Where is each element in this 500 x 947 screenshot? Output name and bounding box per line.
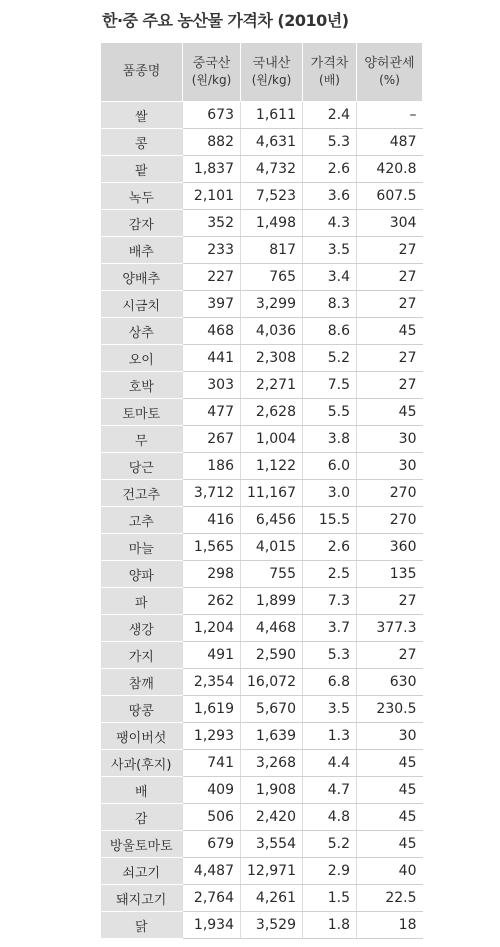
header-china-label: 중국산 <box>192 55 231 71</box>
price-gap-cell: 7.5 <box>303 372 357 399</box>
china-price-cell: 741 <box>183 750 241 777</box>
item-name-cell: 파 <box>101 588 183 615</box>
header-item: 품종명 <box>101 43 183 102</box>
china-price-cell: 298 <box>183 561 241 588</box>
price-gap-cell: 5.5 <box>303 399 357 426</box>
tariff-cell: 304 <box>357 210 423 237</box>
domestic-price-cell: 1,899 <box>241 588 303 615</box>
price-gap-cell: 2.5 <box>303 561 357 588</box>
item-name-cell: 방울토마토 <box>101 831 183 858</box>
tariff-cell: 45 <box>357 804 423 831</box>
table-row <box>101 804 423 831</box>
table-row <box>101 507 423 534</box>
table-row <box>101 264 423 291</box>
china-price-cell: 2,764 <box>183 885 241 912</box>
table-row <box>101 426 423 453</box>
table-row <box>101 291 423 318</box>
item-name-cell: 마늘 <box>101 534 183 561</box>
china-price-cell: 468 <box>183 318 241 345</box>
china-price-cell: 491 <box>183 642 241 669</box>
domestic-price-cell: 4,468 <box>241 615 303 642</box>
item-name-cell: 고추 <box>101 507 183 534</box>
item-name-cell: 오이 <box>101 345 183 372</box>
china-price-cell: 2,354 <box>183 669 241 696</box>
item-name-cell: 양파 <box>101 561 183 588</box>
header-gap <box>303 43 357 102</box>
item-name-cell: 가지 <box>101 642 183 669</box>
domestic-price-cell: 3,299 <box>241 291 303 318</box>
domestic-price-cell: 3,554 <box>241 831 303 858</box>
tariff-cell: 45 <box>357 318 423 345</box>
tariff-cell: 27 <box>357 264 423 291</box>
china-price-cell: 1,204 <box>183 615 241 642</box>
domestic-price-cell: 2,590 <box>241 642 303 669</box>
table-row <box>101 831 423 858</box>
price-gap-cell: 4.3 <box>303 210 357 237</box>
price-gap-cell: 4.4 <box>303 750 357 777</box>
price-gap-cell: 2.6 <box>303 534 357 561</box>
tariff-cell: 30 <box>357 453 423 480</box>
domestic-price-cell: 4,036 <box>241 318 303 345</box>
price-gap-cell: 5.2 <box>303 345 357 372</box>
table-row <box>101 642 423 669</box>
price-gap-cell: 5.3 <box>303 129 357 156</box>
tariff-cell: 270 <box>357 507 423 534</box>
header-domestic <box>241 43 303 102</box>
china-price-cell: 397 <box>183 291 241 318</box>
tariff-cell: 27 <box>357 237 423 264</box>
price-gap-cell: 8.6 <box>303 318 357 345</box>
domestic-price-cell: 2,628 <box>241 399 303 426</box>
china-price-cell: 227 <box>183 264 241 291</box>
tariff-cell: 45 <box>357 399 423 426</box>
table-row <box>101 696 423 723</box>
item-name-cell: 사과(후지) <box>101 750 183 777</box>
tariff-cell: 30 <box>357 426 423 453</box>
china-price-cell: 679 <box>183 831 241 858</box>
tariff-cell: 27 <box>357 642 423 669</box>
table-row <box>101 750 423 777</box>
china-price-cell: 4,487 <box>183 858 241 885</box>
china-price-cell: 3,712 <box>183 480 241 507</box>
domestic-price-cell: 755 <box>241 561 303 588</box>
item-name-cell: 땅콩 <box>101 696 183 723</box>
header-china-unit: (원/kg) <box>191 72 232 87</box>
table-row <box>101 858 423 885</box>
china-price-cell: 2,101 <box>183 183 241 210</box>
tariff-cell: 607.5 <box>357 183 423 210</box>
header-domestic-label: 국내산 <box>252 55 291 71</box>
price-gap-cell: 3.5 <box>303 237 357 264</box>
item-name-cell: 쇠고기 <box>101 858 183 885</box>
domestic-price-cell: 4,732 <box>241 156 303 183</box>
price-gap-cell: 2.4 <box>303 102 357 129</box>
china-price-cell: 1,934 <box>183 912 241 939</box>
table-row <box>101 102 423 129</box>
table-row <box>101 534 423 561</box>
domestic-price-cell: 2,420 <box>241 804 303 831</box>
item-name-cell: 콩 <box>101 129 183 156</box>
price-gap-cell: 1.5 <box>303 885 357 912</box>
price-gap-cell: 5.2 <box>303 831 357 858</box>
domestic-price-cell: 4,015 <box>241 534 303 561</box>
price-gap-cell: 4.7 <box>303 777 357 804</box>
price-gap-cell: 3.6 <box>303 183 357 210</box>
tariff-cell: 27 <box>357 345 423 372</box>
item-name-cell: 감 <box>101 804 183 831</box>
table-row <box>101 723 423 750</box>
domestic-price-cell: 1,498 <box>241 210 303 237</box>
price-gap-cell: 3.7 <box>303 615 357 642</box>
table-row <box>101 912 423 939</box>
table-row <box>101 129 423 156</box>
item-name-cell: 배 <box>101 777 183 804</box>
china-price-cell: 186 <box>183 453 241 480</box>
table-row <box>101 588 423 615</box>
domestic-price-cell: 2,271 <box>241 372 303 399</box>
domestic-price-cell: 1,004 <box>241 426 303 453</box>
domestic-price-cell: 6,456 <box>241 507 303 534</box>
china-price-cell: 416 <box>183 507 241 534</box>
china-price-cell: 1,619 <box>183 696 241 723</box>
table-row <box>101 777 423 804</box>
item-name-cell: 건고추 <box>101 480 183 507</box>
item-name-cell: 배추 <box>101 237 183 264</box>
price-gap-cell: 7.3 <box>303 588 357 615</box>
table-row <box>101 399 423 426</box>
table-row <box>101 345 423 372</box>
price-gap-cell: 15.5 <box>303 507 357 534</box>
china-price-cell: 673 <box>183 102 241 129</box>
table-row <box>101 237 423 264</box>
price-gap-cell: 4.8 <box>303 804 357 831</box>
china-price-cell: 267 <box>183 426 241 453</box>
price-gap-cell: 2.6 <box>303 156 357 183</box>
item-name-cell: 시금치 <box>101 291 183 318</box>
tariff-cell: 45 <box>357 831 423 858</box>
tariff-cell: 630 <box>357 669 423 696</box>
table-row <box>101 885 423 912</box>
header-tariff-unit: (%) <box>379 72 400 87</box>
domestic-price-cell: 5,670 <box>241 696 303 723</box>
header-tariff <box>357 43 423 102</box>
domestic-price-cell: 11,167 <box>241 480 303 507</box>
domestic-price-cell: 817 <box>241 237 303 264</box>
domestic-price-cell: 4,261 <box>241 885 303 912</box>
table-row <box>101 561 423 588</box>
header-tariff-label: 양허관세 <box>364 55 415 71</box>
domestic-price-cell: 1,122 <box>241 453 303 480</box>
china-price-cell: 1,293 <box>183 723 241 750</box>
header-china <box>183 43 241 102</box>
table-row <box>101 156 423 183</box>
china-price-cell: 1,565 <box>183 534 241 561</box>
domestic-price-cell: 1,611 <box>241 102 303 129</box>
item-name-cell: 참깨 <box>101 669 183 696</box>
price-gap-cell: 3.5 <box>303 696 357 723</box>
header-gap-unit: (배) <box>319 72 340 87</box>
price-gap-cell: 5.3 <box>303 642 357 669</box>
price-gap-cell: 3.8 <box>303 426 357 453</box>
item-name-cell: 감자 <box>101 210 183 237</box>
tariff-cell: 135 <box>357 561 423 588</box>
header-gap-label: 가격차 <box>310 55 349 71</box>
item-name-cell: 상추 <box>101 318 183 345</box>
tariff-cell: 377.3 <box>357 615 423 642</box>
domestic-price-cell: 3,529 <box>241 912 303 939</box>
item-name-cell: 팥 <box>101 156 183 183</box>
tariff-cell: 30 <box>357 723 423 750</box>
table-row <box>101 669 423 696</box>
price-gap-cell: 1.8 <box>303 912 357 939</box>
table-title: 한·중 주요 농산물 가격차 (2010년) <box>102 11 349 30</box>
price-gap-table <box>100 42 423 939</box>
item-name-cell: 팽이버섯 <box>101 723 183 750</box>
tariff-cell: 27 <box>357 588 423 615</box>
china-price-cell: 506 <box>183 804 241 831</box>
domestic-price-cell: 16,072 <box>241 669 303 696</box>
tariff-cell: 270 <box>357 480 423 507</box>
item-name-cell: 녹두 <box>101 183 183 210</box>
china-price-cell: 303 <box>183 372 241 399</box>
item-name-cell: 호박 <box>101 372 183 399</box>
china-price-cell: 262 <box>183 588 241 615</box>
tariff-cell: 45 <box>357 777 423 804</box>
china-price-cell: 1,837 <box>183 156 241 183</box>
price-gap-cell: 1.3 <box>303 723 357 750</box>
item-name-cell: 생강 <box>101 615 183 642</box>
tariff-cell: 45 <box>357 750 423 777</box>
item-name-cell: 돼지고기 <box>101 885 183 912</box>
price-gap-cell: 6.0 <box>303 453 357 480</box>
domestic-price-cell: 765 <box>241 264 303 291</box>
item-name-cell: 닭 <box>101 912 183 939</box>
domestic-price-cell: 2,308 <box>241 345 303 372</box>
price-gap-cell: 2.9 <box>303 858 357 885</box>
tariff-cell: 27 <box>357 291 423 318</box>
tariff-cell: 420.8 <box>357 156 423 183</box>
tariff-cell: – <box>357 102 423 129</box>
item-name-cell: 무 <box>101 426 183 453</box>
tariff-cell: 27 <box>357 372 423 399</box>
domestic-price-cell: 3,268 <box>241 750 303 777</box>
table-row <box>101 480 423 507</box>
header-domestic-unit: (원/kg) <box>251 72 292 87</box>
table-row <box>101 318 423 345</box>
tariff-cell: 360 <box>357 534 423 561</box>
china-price-cell: 441 <box>183 345 241 372</box>
tariff-cell: 40 <box>357 858 423 885</box>
china-price-cell: 477 <box>183 399 241 426</box>
table-row <box>101 453 423 480</box>
china-price-cell: 233 <box>183 237 241 264</box>
tariff-cell: 18 <box>357 912 423 939</box>
table-row <box>101 615 423 642</box>
china-price-cell: 409 <box>183 777 241 804</box>
header-row <box>101 43 423 102</box>
tariff-cell: 22.5 <box>357 885 423 912</box>
domestic-price-cell: 1,639 <box>241 723 303 750</box>
tariff-cell: 487 <box>357 129 423 156</box>
table-row <box>101 210 423 237</box>
china-price-cell: 882 <box>183 129 241 156</box>
domestic-price-cell: 12,971 <box>241 858 303 885</box>
tariff-cell: 230.5 <box>357 696 423 723</box>
domestic-price-cell: 7,523 <box>241 183 303 210</box>
item-name-cell: 토마토 <box>101 399 183 426</box>
item-name-cell: 양배추 <box>101 264 183 291</box>
price-gap-cell: 3.4 <box>303 264 357 291</box>
china-price-cell: 352 <box>183 210 241 237</box>
price-gap-cell: 6.8 <box>303 669 357 696</box>
price-gap-cell: 3.0 <box>303 480 357 507</box>
table-body <box>101 102 423 939</box>
domestic-price-cell: 4,631 <box>241 129 303 156</box>
price-gap-cell: 8.3 <box>303 291 357 318</box>
item-name-cell: 쌀 <box>101 102 183 129</box>
domestic-price-cell: 1,908 <box>241 777 303 804</box>
item-name-cell: 당근 <box>101 453 183 480</box>
table-row <box>101 183 423 210</box>
table-row <box>101 372 423 399</box>
